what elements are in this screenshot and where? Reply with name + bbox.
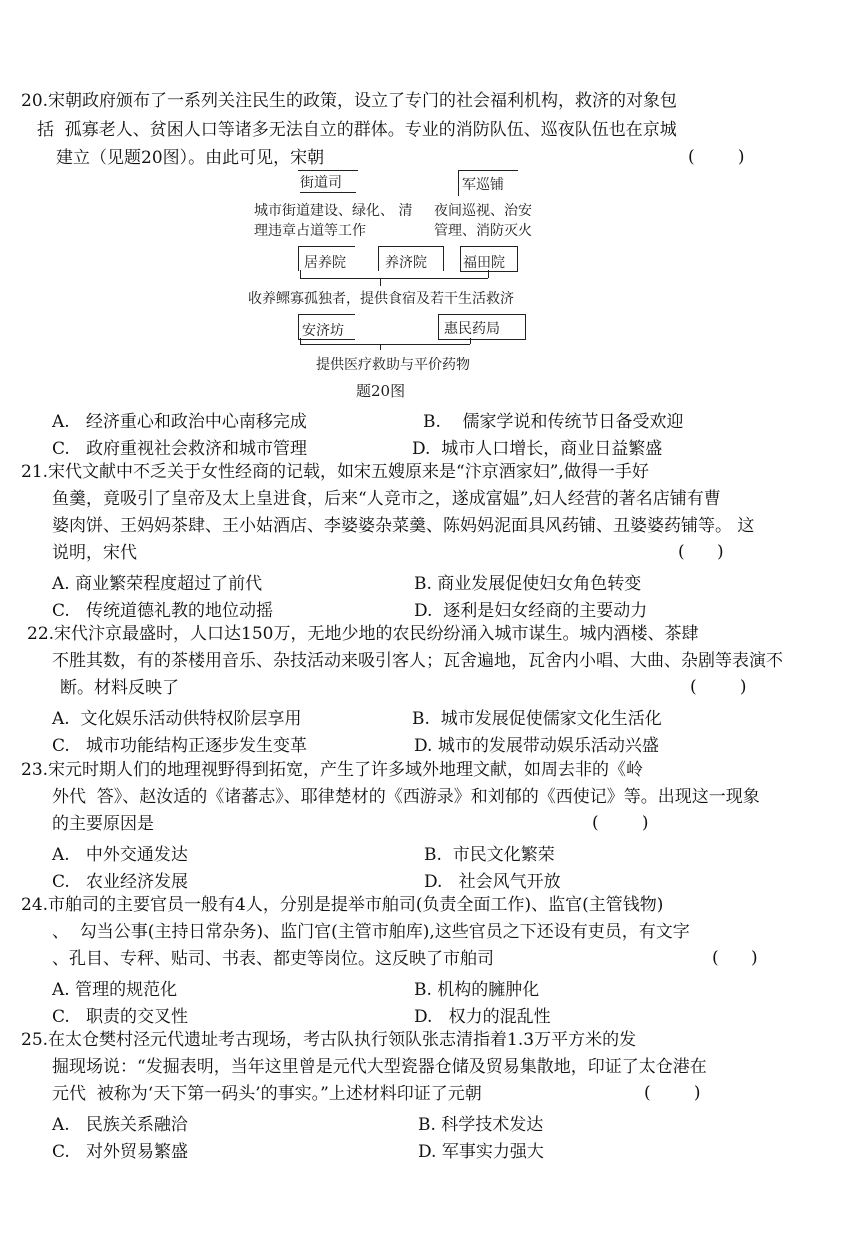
q24-answer-paren: ( ) xyxy=(712,948,758,968)
q25-option-a: A. 民族关系融洽 xyxy=(52,1115,188,1135)
q23-line-3: 的主要原因是 xyxy=(52,814,154,834)
diagram-box-anjifang: 安济坊 xyxy=(302,323,344,339)
q24-option-b: B. 机构的臃肿化 xyxy=(414,980,540,1000)
q21-line-2: 鱼羹，竟吸引了皇帝及太上皇进食，后来“人竞市之，遂成富媪”,妇人经营的著名店铺有曹 xyxy=(52,489,721,509)
q20-line-3: 建立（见题20图）。由此可见，宋朝 xyxy=(56,148,325,168)
q21-answer-paren: ( ) xyxy=(678,542,724,562)
q23-line-2: 外代 答》、赵汝适的《诸蕃志》、耶律楚材的《西游录》和刘郁的《西使记》等。出现这一现象 xyxy=(52,787,760,807)
q24-line-2: 、 勾当公事(主持日常杂务)、监门官(主管市舶库),这些官员之下还设有吏员，有文字 xyxy=(52,922,690,942)
q25-line-3: 元代 被称为‘天下第一码头’的事实。”上述材料印证了元朝 xyxy=(52,1084,482,1104)
q21-line-1: 21.宋代文献中不乏关于女性经商的记载，如宋五嫂原来是“汴京酒家妇”,做得一手好 xyxy=(21,462,649,482)
q20-line-2: 括 孤寡老人、贫困人口等诸多无法自立的群体。专业的消防队伍、巡夜队伍也在京城 xyxy=(37,120,677,140)
q22-answer-paren: ( ) xyxy=(690,677,747,697)
diagram-jiedaosi: 街道司 xyxy=(300,175,342,191)
q20-answer-paren: ( ) xyxy=(688,147,745,167)
q24-option-a: A. 管理的规范化 xyxy=(52,980,178,1000)
q20-option-c: C. 政府重视社会救济和城市管理 xyxy=(52,439,308,459)
q20-line-1: 20.宋朝政府颁布了一系列关注民生的政策，设立了专门的社会福利机构，救济的对象包 xyxy=(21,91,678,111)
q22-line-2: 不胜其数，有的茶楼用音乐、杂技活动来吸引客人；瓦舍遍地，瓦舍内小唱、大曲、杂剧等表演不 xyxy=(52,651,783,671)
diagram-left-desc-1: 城市街道建设、绿化、 清 xyxy=(254,203,413,219)
q20-option-b: B. 儒家学说和传统节日备受欢迎 xyxy=(423,412,684,432)
diagram-box-huiminyaoju: 惠民药局 xyxy=(444,321,500,337)
q23-option-b: B. 市民文化繁荣 xyxy=(424,845,555,865)
q20-option-d: D. 城市人口增长，商业日益繁盛 xyxy=(412,439,663,459)
q24-line-3: 、孔目、专秤、贴司、书表、都吏等岗位。这反映了市舶司 xyxy=(52,949,494,969)
q23-line-1: 23.宋元时期人们的地理视野得到拓宽，产生了许多域外地理文献，如周去非的《岭 xyxy=(21,760,644,780)
q21-line-3: 婆肉饼、王妈妈茶肆、王小姑酒店、李婆婆杂菜羹、陈妈妈泥面具风药铺、丑婆婆药铺等。 这 xyxy=(52,516,755,536)
q24-line-1: 24.市舶司的主要官员一般有4人，分别是提举市舶司(负责全面工作)、监官(主管钱物) xyxy=(21,895,664,915)
q21-option-d: D. 逐利是妇女经商的主要动力 xyxy=(414,601,648,621)
q21-option-b: B. 商业发展促使妇女角色转变 xyxy=(414,574,642,594)
q23-option-c: C. 农业经济发展 xyxy=(52,872,189,892)
q25-option-b: B. 科学技术发达 xyxy=(418,1115,544,1135)
diagram-mid-desc: 收养鳏寡孤独者，提供食宿及若干生活救济 xyxy=(248,291,514,307)
q22-line-1: 22.宋代汴京最盛时，人口达150万，无地少地的农民纷纷涌入城市谋生。城内酒楼、茶肆 xyxy=(27,624,699,644)
q25-answer-paren: ( ) xyxy=(644,1083,701,1103)
diagram-caption: 题20图 xyxy=(356,382,406,400)
q23-option-d: D. 社会风气开放 xyxy=(424,872,561,892)
q22-option-d: D. 城市的发展带动娱乐活动兴盛 xyxy=(414,736,659,756)
diagram-box-yangjiyuan: 养济院 xyxy=(385,255,427,271)
diagram-junxunpu: 军巡铺 xyxy=(462,177,504,193)
q24-option-c: C. 职责的交叉性 xyxy=(52,1007,189,1027)
diagram-right-desc-1: 夜间巡视、治安 xyxy=(434,203,532,219)
q21-option-c: C. 传统道德礼教的地位动摇 xyxy=(52,601,274,621)
diagram-left-desc-2: 理违章占道等工作 xyxy=(254,223,366,239)
diagram-box-futianyuan: 福田院 xyxy=(463,255,505,271)
q23-answer-paren: ( ) xyxy=(592,813,649,833)
diagram-bottom-desc: 提供医疗救助与平价药物 xyxy=(316,357,470,373)
q22-line-3: 断。材料反映了 xyxy=(60,678,179,698)
q25-option-d: D. 军事实力强大 xyxy=(418,1142,544,1162)
q22-option-a: A. 文化娱乐活动供特权阶层享用 xyxy=(52,709,302,729)
q21-option-a: A. 商业繁荣程度超过了前代 xyxy=(52,574,263,594)
q23-option-a: A. 中外交通发达 xyxy=(52,845,188,865)
q25-option-c: C. 对外贸易繁盛 xyxy=(52,1142,189,1162)
q20-option-a: A. 经济重心和政治中心南移完成 xyxy=(52,412,307,432)
diagram-right-desc-2: 管理、消防灭火 xyxy=(434,223,532,239)
q22-option-c: C. 城市功能结构正逐步发生变革 xyxy=(52,736,308,756)
q25-line-2: 掘现场说：“发掘表明，当年这里曾是元代大型瓷器仓储及贸易集散地，印证了太仓港在 xyxy=(52,1057,707,1077)
q25-line-1: 25.在太仓樊村泾元代遗址考古现场，考古队执行领队张志清指着1.3万平方米的发 xyxy=(21,1030,637,1050)
q22-option-b: B. 城市发展促使儒家文化生活化 xyxy=(412,709,662,729)
q24-option-d: D. 权力的混乱性 xyxy=(414,1007,551,1027)
q21-line-4: 说明，宋代 xyxy=(52,543,137,563)
q20-diagram xyxy=(240,168,570,400)
diagram-box-juyangyuan: 居养院 xyxy=(304,255,346,271)
